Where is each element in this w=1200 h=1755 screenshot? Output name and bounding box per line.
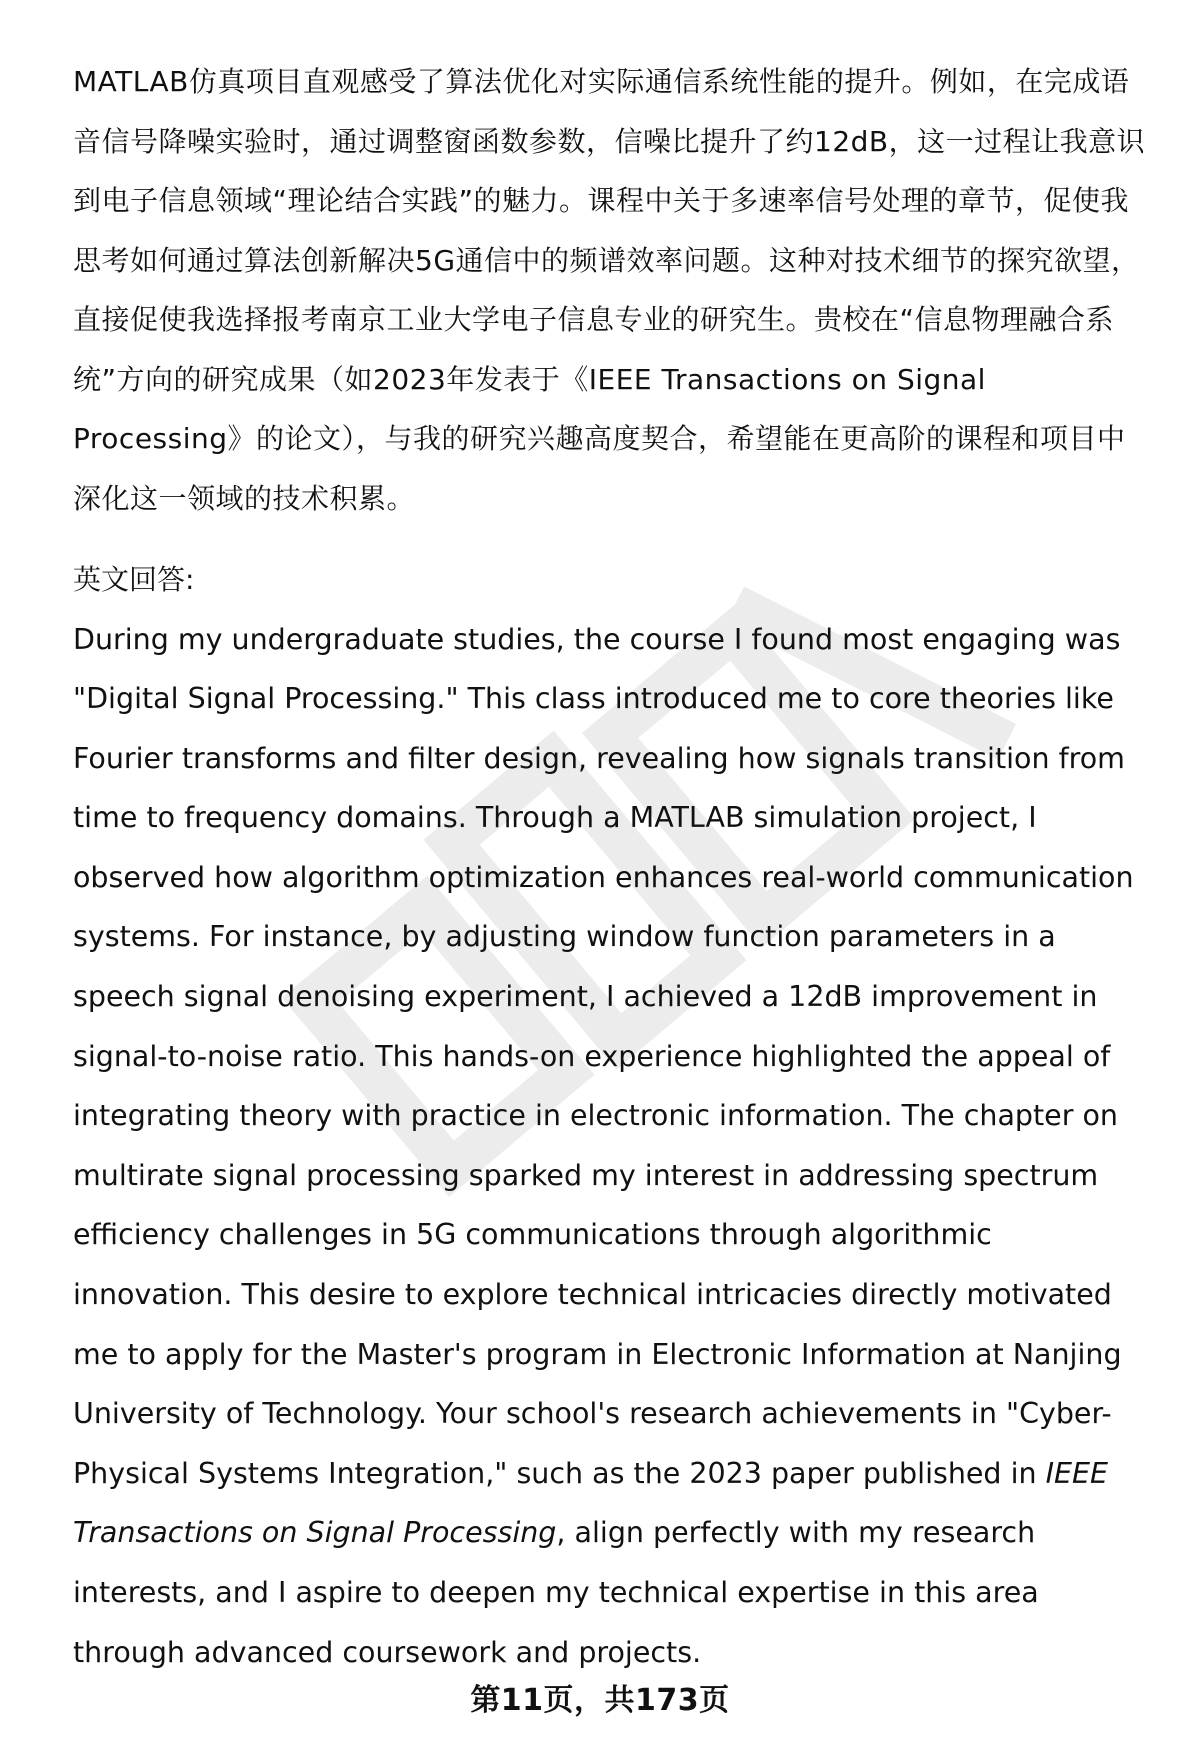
english-answer-text-part1: During my undergraduate studies, the course I found most engaging was "Digital Signal Processing." This class introduced me to core theories like Fourier transforms and filter design, revealing how signals transition from time to frequency domains. Through a MATLAB simulation project, I observed how algorithm optimization enhances real-world communication systems. For instance, by adjusting window function parameters in a speech signal denoising experiment, I achieved a 12dB improvement in signal-to-noise ratio. This hands-on experience highlighted the appeal of integrating theory with practice in electronic information. The chapter on multirate signal processing sparked my interest in addressing spectrum efficiency challenges in 5G communications through algorithmic innovation. This desire to explore technical intricacies directly motivated me to apply for the Master's program in Electronic Information at Nanjing University of Technology. Your school's research achievements in "Cyber-Physical Systems Integration," such as the 2023 paper published in [73, 622, 1134, 1490]
journal-title-italic: IEEE Transactions on Signal Processing [73, 1456, 1109, 1550]
chinese-answer-paragraph: MATLAB仿真项目直观感受了算法优化对实际通信系统性能的提升。例如，在完成语音信号降噪实验时，通过调整窗函数参数，信噪比提升了约12dB，这一过程让我意识到电子信息领域“理论结合实践”的魅力。课程中关于多速率信号处理的章节，促使我思考如何通过算法创新解决5G通信中的频谱效率问题。这种对技术细节的探究欲望，直接促使我选择报考南京工业大学电子信息专业的研究生。贵校在“信息物理融合系统”方向的研究成果（如2023年发表于《IEEE Transactions on Signal Processing》的论文），与我的研究兴趣高度契合，希望能在更高阶的课程和项目中深化这一领域的技术积累。 [73, 65, 1146, 515]
english-answer-paragraph [73, 610, 1153, 1683]
page-number-footer: 第11页，共173页 [470, 1683, 730, 1718]
document-body [73, 52, 1153, 1682]
english-answer-text-part2: , align perfectly with my research interests, and I aspire to deepen my technical expertise in this area through advanced coursework and projects. [73, 1516, 1039, 1669]
english-answer-label: 英文回答: [73, 563, 195, 596]
paragraph-spacer [73, 528, 1153, 550]
